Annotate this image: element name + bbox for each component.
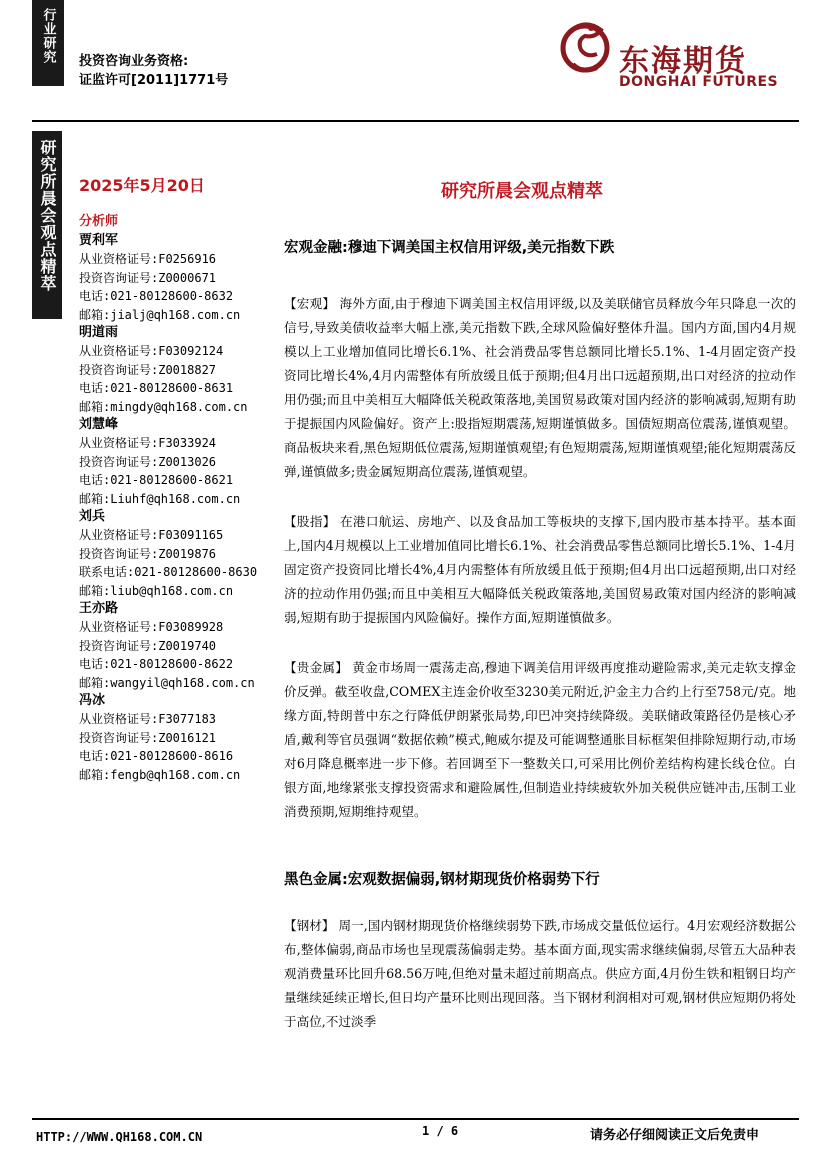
qualification-line-1: 投资咨询业务资格: — [79, 54, 189, 69]
dragon-emblem-icon — [555, 14, 615, 86]
analyst-contact-line: 投资咨询证号:Z0019740 — [79, 638, 217, 653]
steel-paragraph — [284, 914, 796, 1034]
analysts-heading: 分析师 — [79, 214, 119, 229]
sidebar-top-tab — [32, 0, 64, 86]
analyst-contact-line: 投资咨询证号:Z0016121 — [79, 730, 217, 745]
analyst-contact-line: 投资咨询证号:Z0018827 — [79, 362, 217, 377]
analyst-contact-line: 电话:021-80128600-8631 — [79, 381, 234, 395]
analyst-name: 刘兵 — [79, 509, 106, 524]
footer-url[interactable]: HTTP://WWW.QH168.COM.CN — [36, 1130, 203, 1144]
analyst-card — [79, 232, 271, 324]
stock-index-paragraph — [284, 510, 796, 630]
macro-text: 海外方面,由于穆迪下调美国主权信用评级,以及美联储官员释放今年只降息一次的信号,导致美债收益率大幅上涨,美元指数下跌,全球风险偏好整体升温。国内方面,国内4月规模以上工业增加值同比增长6.1%、社会消费品零售总额同比增长5.1%、1-4月固定资产投资同比增长4%,4月内需整体有所放缓且低于预期;但4月出口远超预期,出口对经济的拉动作用仍强;而且中美相互大幅降低关税政策落地,美国贸易政策对国内经济的影响减弱,短期有助于提振国内风险偏好。资产上:股指短期震荡,短期谨慎做多。国债短期高位震荡,谨慎观望。商品板块来看,黑色短期低位震荡,短期谨慎观望;有色短期震荡,短期谨慎观望;能化短期震荡反弹,谨慎做多;贵金属短期高位震荡,谨慎观望。 — [284, 296, 796, 479]
analyst-contact-line: 从业资格证号:F0256916 — [79, 252, 217, 266]
stock-index-tag: 【股指】 — [284, 514, 336, 529]
analyst-contact-line: 从业资格证号:F03089928 — [79, 620, 224, 634]
analyst-name: 刘慧峰 — [79, 417, 119, 432]
sidebar-main-tab — [32, 131, 62, 319]
analyst-card — [79, 600, 271, 692]
main-content — [284, 236, 796, 1034]
precious-metals-paragraph — [284, 656, 796, 824]
macro-tag: 【宏观】 — [284, 296, 336, 311]
analyst-name: 明道雨 — [79, 325, 119, 340]
analyst-contact-line: 联系电话:021-80128600-8630 — [79, 565, 258, 579]
analyst-list — [79, 232, 271, 784]
report-date: 2025年5月20日 — [79, 176, 205, 195]
footer-disclaimer: 请务必仔细阅读正文后免责申 — [590, 1128, 760, 1143]
brand-name-cn: 东海期货 — [619, 44, 747, 79]
header-rule — [32, 120, 799, 122]
brand-name-en: DONGHAI FUTURES — [619, 74, 779, 90]
analyst-card — [79, 692, 271, 784]
analyst-contact-line: 从业资格证号:F03091165 — [79, 528, 224, 542]
analyst-contact-line[interactable]: 邮箱:jialj@qh168.com.cn — [79, 307, 241, 322]
analyst-contact-line[interactable]: 邮箱:fengb@qh168.com.cn — [79, 767, 241, 782]
steel-text: 周一,国内钢材期现货价格继续弱势下跌,市场成交量低位运行。4月宏观经济数据公布,整体偏弱,商品市场也呈现震荡偏弱走势。基本面方面,现实需求继续偏弱,尽管五大品种表观消费量环比回升68.56万吨,但绝对量未超过前期高点。供应方面,4月份生铁和粗钢日均产量继续延续正增长,但日均产量环比则出现回落。当下钢材利润相对可观,钢材供应短期仍将处于高位,不过淡季 — [284, 918, 796, 1029]
analyst-contact-line: 电话:021-80128600-8621 — [79, 473, 234, 487]
report-title: 研究所晨会观点精萃 — [441, 181, 603, 202]
analyst-contact-line: 投资咨询证号:Z0019876 — [79, 546, 217, 561]
qualification-line-2: 证监许可[2011]1771号 — [79, 73, 229, 88]
macro-section-title: 宏观金融:穆迪下调美国主权信用评级,美元指数下跌 — [284, 240, 615, 256]
precious-metals-tag: 【贵金属】 — [284, 660, 349, 675]
analyst-card — [79, 324, 271, 416]
stock-index-text: 在港口航运、房地产、以及食品加工等板块的支撑下,国内股市基本持平。基本面上,国内4月规模以上工业增加值同比增长6.1%、社会消费品零售总额同比增长5.1%、1-4月固定资产投资同比增长4%,4月内需整体有所放缓且低于预期;但4月出口远超预期,出口对经济的拉动作用仍强;而且中美相互大幅降低关税政策落地,美国贸易政策对国内经济的影响减弱,短期有助于提振国内风险偏好。操作方面,短期谨慎做多。 — [284, 514, 796, 625]
analyst-contact-line: 电话:021-80128600-8632 — [79, 289, 234, 303]
analyst-contact-line: 从业资格证号:F03092124 — [79, 344, 224, 358]
analyst-contact-line: 从业资格证号:F3077183 — [79, 712, 217, 726]
page-number: 1 / 6 — [422, 1124, 459, 1138]
analyst-card — [79, 508, 271, 600]
analyst-contact-line: 投资咨询证号:Z0013026 — [79, 454, 217, 469]
macro-paragraph — [284, 292, 796, 484]
ferrous-section-title: 黑色金属:宏观数据偏弱,钢材期现货价格弱势下行 — [284, 872, 600, 888]
analysts-panel — [79, 212, 271, 784]
analyst-contact-line[interactable]: 邮箱:Liuhf@qh168.com.cn — [79, 491, 241, 506]
sidebar-top-label: 行业研究 — [40, 8, 56, 64]
analyst-card — [79, 416, 271, 508]
company-logo — [555, 14, 795, 94]
analyst-name: 王亦路 — [79, 601, 119, 616]
analyst-contact-line: 从业资格证号:F3033924 — [79, 436, 217, 450]
footer-rule — [32, 1118, 799, 1120]
analyst-contact-line[interactable]: 邮箱:wangyil@qh168.com.cn — [79, 675, 255, 690]
precious-metals-text: 黄金市场周一震荡走高,穆迪下调美信用评级再度推动避险需求,美元走软支撑金价反弹。截至收盘,COMEX主连金价收至3230美元附近,沪金主力合约上行至758元/克。地缘方面,特朗普中东之行降低伊朗紧张局势,印巴冲突持续降级。美联储政策路径仍是核心矛盾,戴利等官员强调“数据依赖”模式,鲍威尔提及可能调整通胀目标框架但排除短期行动,市场对6月降息概率进一步下修。若回调至下一整数关口,可采用比例价差结构构建长线仓位。白银方面,地缘紧张支撑投资需求和避险属性,但制造业持续疲软外加关税供应链冲击,压制工业消费预期,短期维持观望。 — [284, 660, 796, 819]
sidebar-main-label: 研究所晨会观点精萃 — [38, 139, 57, 292]
analyst-contact-line: 投资咨询证号:Z0000671 — [79, 270, 217, 285]
analyst-contact-line: 电话:021-80128600-8622 — [79, 657, 234, 671]
steel-tag: 【钢材】 — [284, 918, 335, 933]
analyst-contact-line[interactable]: 邮箱:liub@qh168.com.cn — [79, 583, 234, 598]
analyst-name: 贾利军 — [79, 233, 119, 248]
analyst-contact-line: 电话:021-80128600-8616 — [79, 749, 234, 763]
analyst-contact-line[interactable]: 邮箱:mingdy@qh168.com.cn — [79, 399, 248, 414]
analyst-name: 冯冰 — [79, 693, 106, 708]
